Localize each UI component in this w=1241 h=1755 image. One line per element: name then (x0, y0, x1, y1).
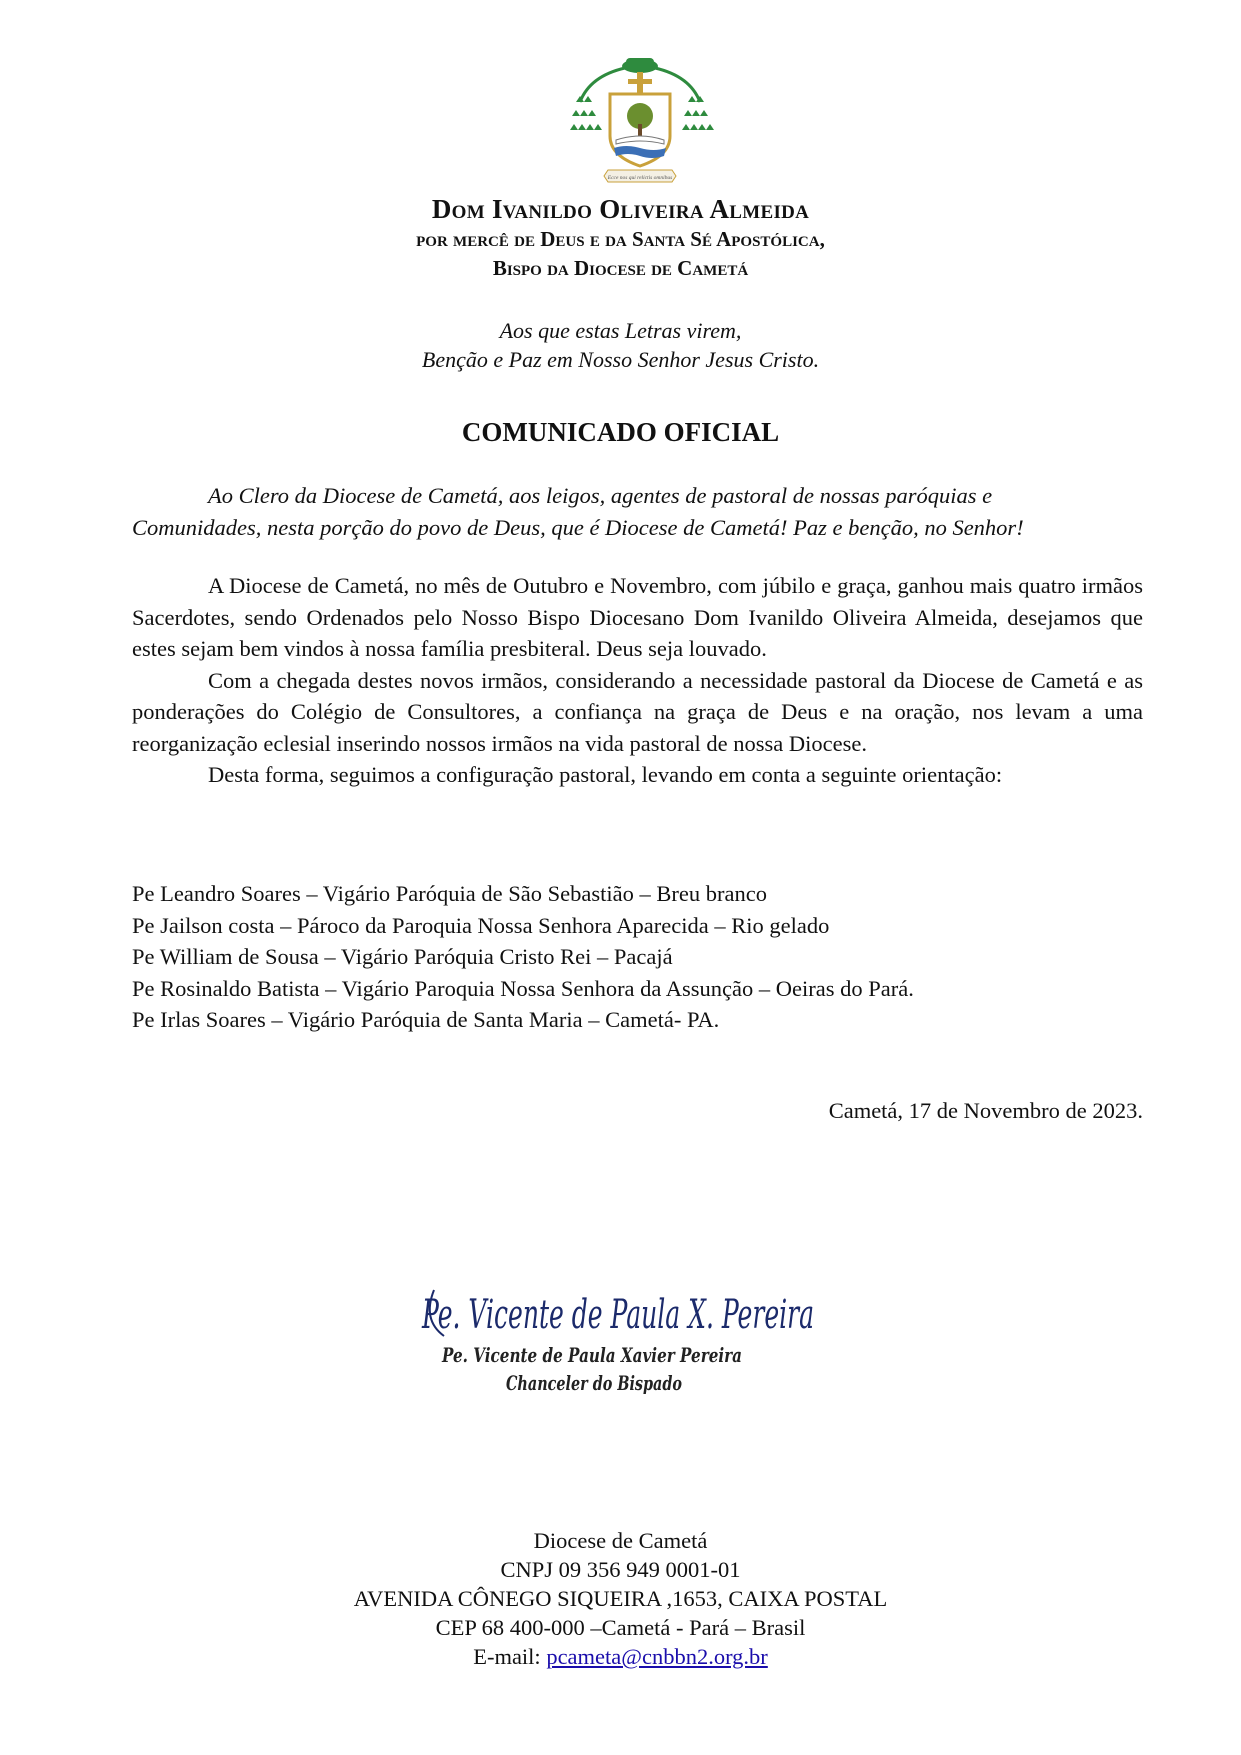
email-link[interactable]: pcameta@cnbbn2.org.br (546, 1644, 768, 1669)
signature (420, 1280, 820, 1402)
assignment-list (132, 878, 1143, 1036)
footer (0, 1526, 1241, 1671)
footer-cnpj: CNPJ 09 356 949 0001-01 (500, 1557, 741, 1582)
signatory-role: Chanceler do Bispado (506, 1371, 682, 1395)
greeting-line-2: Benção e Paz em Nosso Senhor Jesus Cristo. (421, 347, 820, 372)
address-line-2: Comunidades, nesta porção do povo de Deus, que é Diocese de Cametá! Paz e benção, no Senhor! (132, 514, 1024, 540)
footer-email-row (0, 1642, 1241, 1671)
page-title: COMUNICADO OFICIAL (461, 417, 780, 447)
assignment-item: Pe William de Sousa – Vigário Paróquia Cristo Rei – Pacajá (132, 944, 673, 969)
address-paragraph (132, 480, 1143, 543)
footer-org: Diocese de Cametá (533, 1528, 708, 1553)
assignment-item: Pe Rosinaldo Batista – Vigário Paroquia Nossa Senhora da Assunção – Oeiras do Pará. (132, 975, 914, 1001)
email-label: E-mail: (473, 1644, 547, 1669)
signatory-name: Pe. Vicente de Paula Xavier Pereira (441, 1343, 742, 1367)
assignment-item: Pe Leandro Soares – Vigário Paróquia de São Sebastião – Breu branco (132, 881, 767, 906)
document-date: Cametá, 17 de Novembro de 2023. (828, 1098, 1143, 1123)
footer-street: AVENIDA CÔNEGO SIQUEIRA ,1653, CAIXA POSTAL (353, 1586, 888, 1611)
bishop-subtitle-1: por mercê de Deus e da Santa Sé Apostólica, (416, 227, 825, 251)
handwritten-signature: Pe. Vicente de Paula X. Pereira (421, 1292, 814, 1338)
paragraph: Desta forma, seguimos a configuração pastoral, levando em conta a seguinte orientação: (208, 762, 1003, 787)
footer-city: CEP 68 400-000 –Cametá - Pará – Brasil (435, 1615, 806, 1640)
assignment-item: Pe Irlas Soares – Vigário Paróquia de Santa Maria – Cametá- PA. (132, 1007, 720, 1032)
motto: Ecce nos qui relictis omnibus (607, 175, 673, 181)
main-text (132, 570, 1143, 791)
assignment-item: Pe Jailson costa – Pároco da Paroquia Nossa Senhora Aparecida – Rio gelado (132, 912, 830, 938)
coat-of-arms-icon (570, 52, 710, 184)
address-line-1: Ao Clero da Diocese de Cametá, aos leigos, agentes de pastoral de nossas paróquias e (208, 483, 993, 508)
paragraph: Com a chegada destes novos irmãos, considerando a necessidade pastoral da Diocese de Cametá e as ponderações do Colégio de Consultores, a confiança na graça de Deus e na oração, nos levam a uma reorganização eclesial inserindo nossos irmãos na vida pastoral de nossa Diocese. (132, 667, 1143, 756)
greeting-line-1: Aos que estas Letras virem, (499, 318, 742, 343)
bishop-name: Dom Ivanildo Oliveira Almeida (431, 194, 810, 224)
paragraph: A Diocese de Cametá, no mês de Outubro e Novembro, com júbilo e graça, ganhou mais quatro irmãos Sacerdotes, sendo Ordenados pelo Nosso Bispo Diocesano Dom Ivanildo Oliveira Almeida, desejamos que estes sejam bem vindos à nossa família presbiteral. Deus seja louvado. (132, 573, 1143, 661)
bishop-subtitle-2: Bispo da Diocese de Cametá (492, 256, 749, 280)
